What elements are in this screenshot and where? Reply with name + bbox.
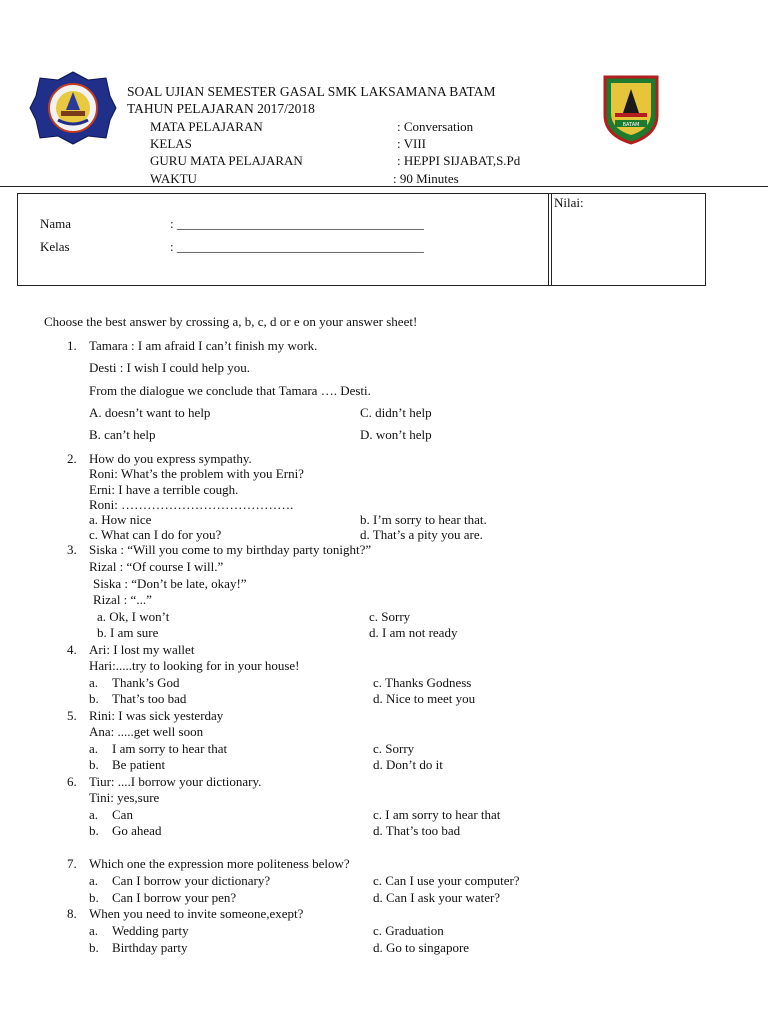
academic-year: TAHUN PELAJARAN 2017/2018	[127, 101, 315, 116]
q2-option-a: a. How nice	[89, 512, 152, 527]
q3-line2: Rizal : “Of course I will.”	[89, 559, 224, 574]
class-value: : VIII	[397, 136, 427, 151]
q8-option-a: Wedding party	[112, 923, 189, 938]
q1-number: 1.	[67, 338, 77, 353]
q6-line1: Tiur: ....I borrow your dictionary.	[89, 774, 262, 789]
q6-option-a-letter: a.	[89, 807, 99, 822]
q6-option-a: Can	[112, 807, 133, 822]
q5-line1: Rini: I was sick yesterday	[89, 708, 224, 723]
q7-option-d: d. Can I ask your water?	[373, 890, 501, 905]
q1-option-d: D. won’t help	[360, 427, 432, 442]
q7-option-c: c. Can I use your computer?	[373, 873, 520, 888]
score-label: Nilai:	[554, 195, 584, 210]
q5-option-a-letter: a.	[89, 741, 99, 756]
q2-line3: Erni: I have a terrible cough.	[89, 482, 239, 497]
class-field-label: Kelas	[40, 239, 70, 254]
q1-option-c: C. didn’t help	[360, 405, 432, 420]
class-label: KELAS	[150, 136, 192, 151]
q4-option-b: That’s too bad	[112, 691, 187, 706]
q2-line4: Roni: ………………………………….	[89, 497, 294, 512]
q3-line3: Siska : “Don’t be late, okay!”	[93, 576, 247, 591]
q4-line1: Ari: I lost my wallet	[89, 642, 195, 657]
school-emblem-left	[28, 70, 118, 146]
q7-number: 7.	[67, 856, 77, 871]
q1-line3: From the dialogue we conclude that Tamara …. Desti.	[89, 383, 371, 398]
q1-line2: Desti : I wish I could help you.	[89, 360, 251, 375]
time-value: : 90 Minutes	[393, 171, 459, 186]
city-emblem-right	[601, 73, 661, 145]
teacher-label: GURU MATA PELAJARAN	[150, 153, 303, 168]
header-divider	[0, 186, 768, 187]
q2-line2: Roni: What’s the problem with you Erni?	[89, 466, 304, 481]
q3-option-b: b. I am sure	[97, 625, 159, 640]
q6-option-d: d. That’s too bad	[373, 823, 461, 838]
q6-line2: Tini: yes,sure	[89, 790, 160, 805]
q5-line2: Ana: .....get well soon	[89, 724, 204, 739]
q6-option-b: Go ahead	[112, 823, 162, 838]
q4-option-a-letter: a.	[89, 675, 99, 690]
time-label: WAKTU	[150, 171, 197, 186]
q6-option-c: c. I am sorry to hear that	[373, 807, 501, 822]
q3-option-d: d. I am not ready	[369, 625, 458, 640]
q5-option-d: d. Don’t do it	[373, 757, 443, 772]
q8-option-c: c. Graduation	[373, 923, 444, 938]
q7-option-b-letter: b.	[89, 890, 99, 905]
q6-number: 6.	[67, 774, 77, 789]
q4-option-c: c. Thanks Godness	[373, 675, 472, 690]
q3-option-a: a. Ok, I won’t	[97, 609, 170, 624]
q3-number: 3.	[67, 542, 77, 557]
q2-number: 2.	[67, 451, 77, 466]
q3-line1: Siska : “Will you come to my birthday party tonight?”	[89, 542, 372, 557]
q8-number: 8.	[67, 906, 77, 921]
teacher-value: : HEPPI SIJABAT,S.Pd	[397, 153, 521, 168]
q4-option-b-letter: b.	[89, 691, 99, 706]
q8-option-b-letter: b.	[89, 940, 99, 955]
q2-option-c: c. What can I do for you?	[89, 527, 222, 542]
q6-option-b-letter: b.	[89, 823, 99, 838]
q3-line4: Rizal : “...”	[93, 592, 152, 607]
q2-option-b: b. I’m sorry to hear that.	[360, 512, 487, 527]
q5-number: 5.	[67, 708, 77, 723]
q4-option-d: d. Nice to meet you	[373, 691, 476, 706]
q3-option-c: c. Sorry	[369, 609, 411, 624]
q4-line2: Hari:.....try to looking for in your house!	[89, 658, 300, 673]
q7-option-b: Can I borrow your pen?	[112, 890, 237, 905]
subject-label: MATA PELAJARAN	[150, 119, 263, 134]
q1-option-b: B. can’t help	[89, 427, 156, 442]
class-field[interactable]: : ______________________________________	[170, 239, 424, 254]
q8-line1: When you need to invite someone,exept?	[89, 906, 304, 921]
box-divider	[548, 194, 549, 285]
q2-line1: How do you express sympathy.	[89, 451, 252, 466]
q1-option-a: A. doesn’t want to help	[89, 405, 211, 420]
q2-option-d: d. That’s a pity you are.	[360, 527, 483, 542]
name-label: Nama	[40, 216, 72, 231]
name-field[interactable]: : ______________________________________	[170, 216, 424, 231]
q8-option-d: d. Go to singapore	[373, 940, 470, 955]
q8-option-a-letter: a.	[89, 923, 99, 938]
q7-option-a-letter: a.	[89, 873, 99, 888]
q1-line1: Tamara : I am afraid I can’t finish my work.	[89, 338, 318, 353]
q4-number: 4.	[67, 642, 77, 657]
q4-option-a: Thank’s God	[112, 675, 180, 690]
q8-option-b: Birthday party	[112, 940, 188, 955]
q5-option-c: c. Sorry	[373, 741, 415, 756]
city-emblem-text: BATAM	[622, 122, 640, 128]
subject-value: : Conversation	[397, 119, 474, 134]
q5-option-a: I am sorry to hear that	[112, 741, 228, 756]
q7-option-a: Can I borrow your dictionary?	[112, 873, 271, 888]
q5-option-b: Be patient	[112, 757, 166, 772]
instruction: Choose the best answer by crossing a, b, c, d or e on your answer sheet!	[44, 314, 418, 329]
exam-title: SOAL UJIAN SEMESTER GASAL SMK LAKSAMANA BATAM	[127, 84, 496, 99]
box-divider-inner	[551, 194, 552, 285]
q7-line1: Which one the expression more politeness below?	[89, 856, 350, 871]
q5-option-b-letter: b.	[89, 757, 99, 772]
